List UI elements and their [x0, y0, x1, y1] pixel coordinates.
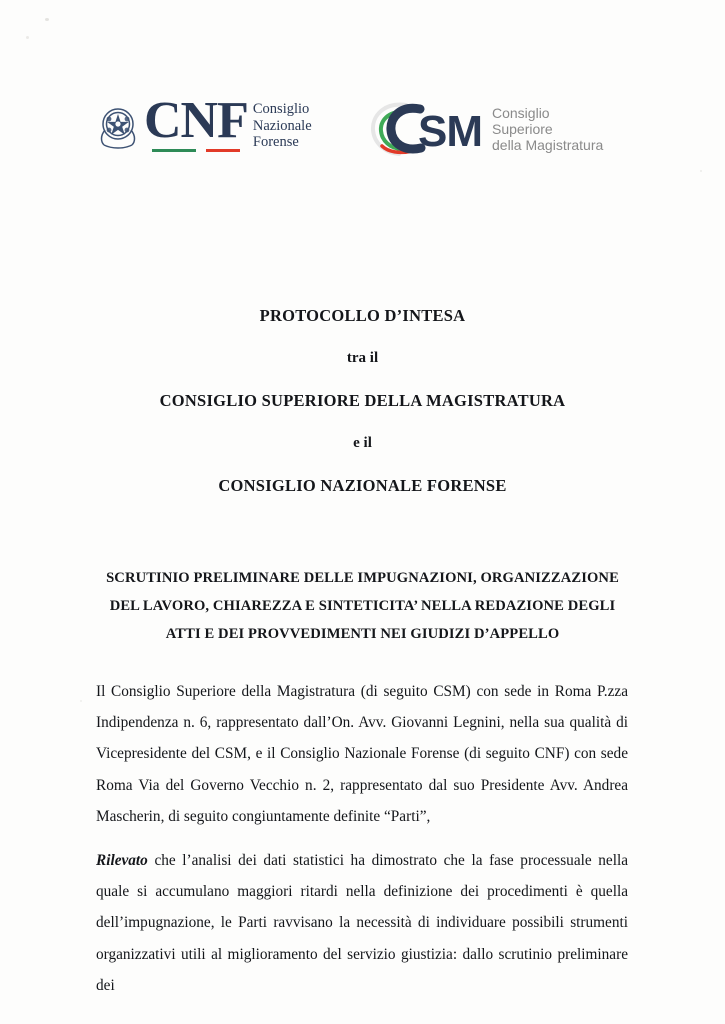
csm-acronym-icon	[368, 98, 486, 160]
subtitle-line-1: SCRUTINIO PRELIMINARE DELLE IMPUGNAZIONI, ORGANIZZAZIONE	[106, 570, 619, 586]
title-line-e-il: e il	[353, 435, 372, 451]
csm-wordmark	[492, 105, 603, 153]
subtitle-line-3: ATTI E DEI PROVVEDIMENTI NEI GIUDIZI D’APPELLO	[165, 626, 560, 642]
cnf-wordmark	[253, 101, 312, 151]
svg-text:SM: SM	[418, 107, 482, 156]
green-bar	[152, 149, 196, 152]
document-subtitle-block	[85, 564, 640, 648]
scan-speckle	[26, 36, 29, 39]
italian-republic-emblem-icon	[96, 102, 140, 150]
cnf-acronym: CNF	[144, 92, 248, 149]
subtitle-line-2: DEL LAVORO, CHIAREZZA E SINTETICITA’ NELLA REDAZIONE DEGLI	[109, 598, 616, 614]
paragraph-lead-word: Rilevato	[96, 852, 148, 870]
red-bar	[206, 149, 240, 152]
cnf-wordmark-line-1: Consiglio	[252, 101, 310, 118]
csm-logo	[368, 98, 603, 160]
scan-speckle	[45, 18, 49, 21]
body-paragraph-parties: Il Consiglio Superiore della Magistratura (di seguito CSM) con sede in Roma P.zza Indipendenza n. 6, rappresentato dall’On. Avv. Giovanni Legnini, nella sua qualità di Vicepresidente del CSM, e il Consiglio Nazionale Forense (di seguito CNF) con sede Roma Via del Governo Vecchio n. 2, rappresentato dal suo Presidente Avv. Andrea Mascherin, di seguito congiuntamente definite “Parti”,	[96, 683, 628, 825]
cnf-acronym-block	[144, 92, 248, 156]
cnf-wordmark-line-3: Forense	[252, 134, 299, 151]
csm-wordmark-line-3: della Magistratura	[492, 137, 604, 153]
document-title-block	[62, 306, 663, 496]
cnf-tricolor-bars	[144, 147, 248, 156]
title-line-tra-il: tra il	[346, 350, 379, 366]
scan-speckle	[80, 700, 82, 702]
title-line-protocollo: PROTOCOLLO D’INTESA	[259, 306, 466, 325]
csm-wordmark-line-2: Superiore	[492, 121, 553, 137]
cnf-wordmark-line-2: Nazionale	[252, 117, 312, 134]
title-line-csm: CONSIGLIO SUPERIORE DELLA MAGISTRATURA	[159, 391, 566, 410]
paragraph-rilevato-text: che l’analisi dei dati statistici ha dimostrato che la fase processuale nella quale si accumulano maggiori ritardi nella definizione dei procedimenti è quella dell’impugnazione, le Parti ravvisano la necessità di individuare possibili strumenti organizzativi utili al miglioramento del servizio giustizia: dallo scrutinio preliminare dei	[96, 852, 628, 994]
title-line-cnf: CONSIGLIO NAZIONALE FORENSE	[218, 476, 507, 495]
csm-wordmark-line-1: Consiglio	[492, 105, 550, 121]
body-paragraph-rilevato	[96, 845, 628, 1001]
cnf-logo	[96, 92, 312, 156]
header-logo-band	[0, 92, 725, 176]
document-body	[96, 676, 628, 1001]
